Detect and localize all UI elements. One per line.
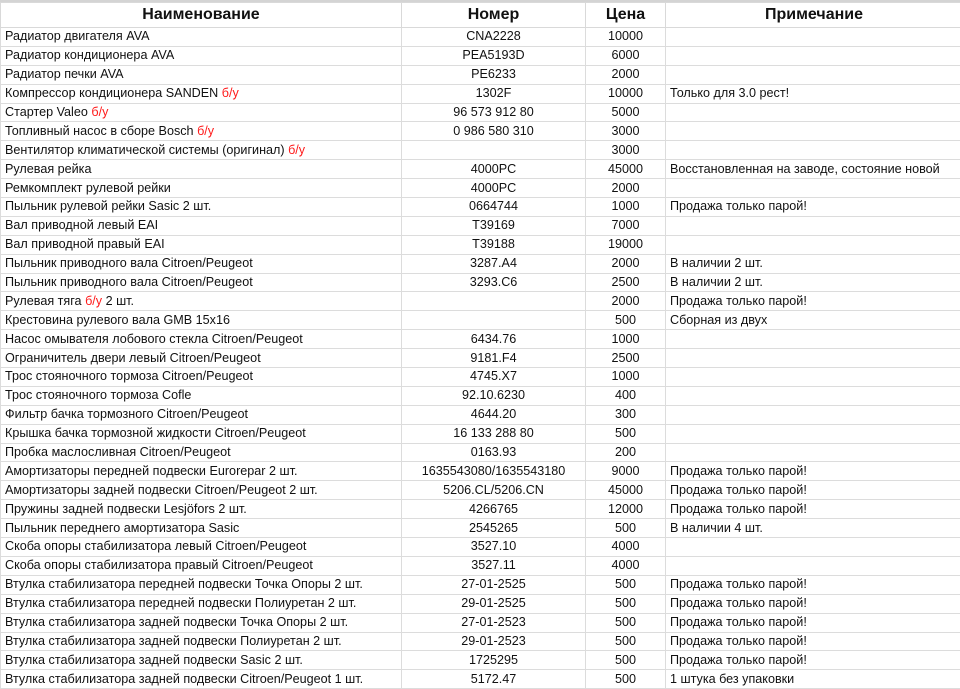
item-name: Крышка бачка тормозной жидкости Citroen/Peugeot [5,426,306,440]
cell-name[interactable] [1,46,402,65]
cell-number[interactable]: 6434.76 [402,330,586,349]
item-name: Втулка стабилизатора задней подвески Citroen/Peugeot 1 шт. [5,672,363,686]
item-name: Вал приводной правый EAI [5,237,165,251]
cell-name[interactable] [1,141,402,160]
table-row [1,235,960,254]
item-name: Амортизаторы передней подвески Eurorepar 2 шт. [5,464,297,478]
cell-name[interactable] [1,386,402,405]
cell-number[interactable]: 5172.47 [402,670,586,689]
cell-name[interactable] [1,575,402,594]
cell-note[interactable]: В наличии 4 шт. [666,519,960,538]
cell-note[interactable] [666,443,960,462]
item-name: Втулка стабилизатора задней подвески Полиуретан 2 шт. [5,634,342,648]
cell-note[interactable]: Продажа только парой! [666,594,960,613]
table-row [1,65,960,84]
cell-name[interactable] [1,84,402,103]
table-row [1,103,960,122]
header-note[interactable]: Примечание [666,3,960,28]
cell-number[interactable]: 92.10.6230 [402,386,586,405]
cell-note[interactable] [666,103,960,122]
cell-price[interactable]: 2000 [586,179,666,198]
cell-note[interactable]: Продажа только парой! [666,651,960,670]
item-name: Пыльник переднего амортизатора Sasic [5,521,239,535]
cell-price[interactable]: 500 [586,311,666,330]
header-price[interactable]: Цена [586,3,666,28]
cell-note[interactable] [666,65,960,84]
cell-note[interactable]: Продажа только парой! [666,575,960,594]
price-table [0,2,960,689]
item-name: Компрессор кондиционера SANDEN [5,86,222,100]
item-name: Вентилятор климатической системы (оригинал) [5,143,288,157]
cell-note[interactable] [666,330,960,349]
item-name: Втулка стабилизатора задней подвески Sasic 2 шт. [5,653,303,667]
cell-price[interactable]: 2000 [586,65,666,84]
item-name: Насос омывателя лобового стекла Citroen/Peugeot [5,332,303,346]
cell-note[interactable]: В наличии 2 шт. [666,273,960,292]
table-row [1,386,960,405]
cell-number[interactable]: T39188 [402,235,586,254]
cell-name[interactable] [1,462,402,481]
header-number[interactable]: Номер [402,3,586,28]
item-name: Ограничитель двери левый Citroen/Peugeot [5,351,261,365]
item-name: Радиатор двигателя AVA [5,29,150,43]
item-name: Амортизаторы задней подвески Citroen/Peugeot 2 шт. [5,483,318,497]
cell-note[interactable] [666,538,960,557]
table-row [1,443,960,462]
item-name: Крестовина рулевого вала GMB 15x16 [5,313,230,327]
cell-price[interactable]: 1000 [586,198,666,217]
cell-note[interactable] [666,556,960,575]
used-marker: б/у [222,86,239,100]
item-name: Скоба опоры стабилизатора правый Citroen/Peugeot [5,558,313,572]
cell-name[interactable] [1,632,402,651]
cell-note[interactable]: Только для 3.0 рест! [666,84,960,103]
cell-name[interactable] [1,235,402,254]
cell-name[interactable] [1,556,402,575]
cell-note[interactable]: В наличии 2 шт. [666,254,960,273]
header-name[interactable]: Наименование [1,3,402,28]
cell-price[interactable]: 500 [586,613,666,632]
table-row [1,160,960,179]
cell-number[interactable]: 3293.C6 [402,273,586,292]
cell-note[interactable] [666,28,960,47]
cell-note[interactable]: Продажа только парой! [666,613,960,632]
cell-price[interactable]: 45000 [586,481,666,500]
table-row [1,311,960,330]
cell-number[interactable]: 1302F [402,84,586,103]
cell-price[interactable]: 4000 [586,556,666,575]
table-row [1,538,960,557]
table-row [1,273,960,292]
cell-name[interactable] [1,424,402,443]
table-row [1,46,960,65]
item-name: Пыльник приводного вала Citroen/Peugeot [5,275,253,289]
table-row [1,349,960,368]
cell-number[interactable]: 16 133 288 80 [402,424,586,443]
item-name: Радиатор печки AVA [5,67,124,81]
cell-note[interactable]: Продажа только парой! [666,198,960,217]
cell-number[interactable]: 4644.20 [402,405,586,424]
cell-name[interactable] [1,405,402,424]
item-name: Пыльник рулевой рейки Sasic 2 шт. [5,199,211,213]
cell-price[interactable]: 10000 [586,84,666,103]
cell-number[interactable]: 0 986 580 310 [402,122,586,141]
cell-name[interactable] [1,160,402,179]
table-row [1,84,960,103]
cell-price[interactable]: 45000 [586,160,666,179]
cell-name[interactable] [1,292,402,311]
cell-name[interactable] [1,443,402,462]
cell-price[interactable]: 2000 [586,254,666,273]
item-name: Рулевая тяга [5,294,85,308]
item-name: Фильтр бачка тормозного Citroen/Peugeot [5,407,248,421]
item-name: Втулка стабилизатора передней подвески Точка Опоры 2 шт. [5,577,363,591]
cell-price[interactable]: 500 [586,670,666,689]
cell-note[interactable]: Продажа только парой! [666,292,960,311]
cell-number[interactable]: CNA2228 [402,28,586,47]
table-row [1,575,960,594]
cell-price[interactable]: 500 [586,632,666,651]
cell-note[interactable] [666,368,960,387]
item-name: Трос стояночного тормоза Citroen/Peugeot [5,369,253,383]
cell-price[interactable]: 5000 [586,103,666,122]
table-row [1,216,960,235]
cell-name[interactable] [1,65,402,84]
table-row [1,198,960,217]
cell-price[interactable]: 200 [586,443,666,462]
item-name: Втулка стабилизатора передней подвески Полиуретан 2 шт. [5,596,356,610]
table-row [1,292,960,311]
table-row [1,28,960,47]
cell-price[interactable]: 2500 [586,349,666,368]
cell-price[interactable]: 9000 [586,462,666,481]
cell-note[interactable]: Продажа только парой! [666,481,960,500]
item-name: Пружины задней подвески Lesjöfors 2 шт. [5,502,247,516]
cell-price[interactable]: 500 [586,424,666,443]
cell-note[interactable] [666,235,960,254]
cell-note[interactable]: Сборная из двух [666,311,960,330]
cell-number[interactable]: 27-01-2525 [402,575,586,594]
cell-price[interactable]: 3000 [586,122,666,141]
item-name-suffix: 2 шт. [102,294,134,308]
cell-price[interactable]: 6000 [586,46,666,65]
cell-number[interactable]: 5206.CL/5206.CN [402,481,586,500]
cell-number[interactable]: 0664744 [402,198,586,217]
item-name: Ремкомплект рулевой рейки [5,181,171,195]
cell-price[interactable]: 7000 [586,216,666,235]
cell-number[interactable]: 96 573 912 80 [402,103,586,122]
cell-number[interactable]: 1725295 [402,651,586,670]
item-name: Втулка стабилизатора задней подвески Точка Опоры 2 шт. [5,615,348,629]
cell-number[interactable]: 27-01-2523 [402,613,586,632]
table-row [1,556,960,575]
cell-number[interactable] [402,292,586,311]
cell-number[interactable]: 4745.X7 [402,368,586,387]
table-row [1,632,960,651]
used-marker: б/у [85,294,102,308]
cell-name[interactable] [1,198,402,217]
cell-price[interactable]: 500 [586,575,666,594]
cell-note[interactable] [666,122,960,141]
cell-name[interactable] [1,311,402,330]
item-name: Стартер Valeo [5,105,91,119]
cell-note[interactable] [666,216,960,235]
table-row [1,254,960,273]
cell-note[interactable] [666,405,960,424]
cell-number[interactable]: 4266765 [402,500,586,519]
cell-name[interactable] [1,179,402,198]
cell-note[interactable] [666,46,960,65]
cell-number[interactable]: PEA5193D [402,46,586,65]
cell-price[interactable]: 1000 [586,330,666,349]
cell-number[interactable]: 9181.F4 [402,349,586,368]
cell-price[interactable]: 19000 [586,235,666,254]
item-name: Трос стояночного тормоза Cofle [5,388,191,402]
table-row [1,651,960,670]
cell-note[interactable]: 1 штука без упаковки [666,670,960,689]
cell-price[interactable]: 1000 [586,368,666,387]
cell-number[interactable]: 4000PC [402,179,586,198]
table-row [1,405,960,424]
cell-name[interactable] [1,613,402,632]
cell-name[interactable] [1,594,402,613]
cell-name[interactable] [1,519,402,538]
header-row [1,3,960,28]
table-row [1,179,960,198]
cell-note[interactable] [666,179,960,198]
cell-price[interactable]: 4000 [586,538,666,557]
cell-name[interactable] [1,122,402,141]
cell-name[interactable] [1,28,402,47]
cell-number[interactable]: 4000PC [402,160,586,179]
cell-number[interactable] [402,141,586,160]
cell-name[interactable] [1,273,402,292]
table-row [1,122,960,141]
used-marker: б/у [91,105,108,119]
cell-name[interactable] [1,651,402,670]
cell-note[interactable]: Восстановленная на заводе, состояние новой [666,160,960,179]
table-row [1,424,960,443]
cell-number[interactable]: 0163.93 [402,443,586,462]
cell-price[interactable]: 400 [586,386,666,405]
item-name: Пробка маслосливная Citroen/Peugeot [5,445,231,459]
table-row [1,519,960,538]
table-row [1,613,960,632]
cell-name[interactable] [1,500,402,519]
cell-name[interactable] [1,349,402,368]
cell-name[interactable] [1,538,402,557]
cell-number[interactable] [402,311,586,330]
cell-number[interactable]: 29-01-2523 [402,632,586,651]
cell-number[interactable]: PE6233 [402,65,586,84]
cell-note[interactable]: Продажа только парой! [666,462,960,481]
item-name: Топливный насос в сборе Bosch [5,124,197,138]
table-row [1,330,960,349]
table-row [1,500,960,519]
cell-note[interactable]: Продажа только парой! [666,632,960,651]
used-marker: б/у [288,143,305,157]
item-name: Рулевая рейка [5,162,91,176]
cell-price[interactable]: 500 [586,519,666,538]
cell-number[interactable]: 2545265 [402,519,586,538]
cell-number[interactable]: 3527.11 [402,556,586,575]
cell-price[interactable]: 10000 [586,28,666,47]
table-row [1,368,960,387]
cell-note[interactable] [666,386,960,405]
cell-name[interactable] [1,481,402,500]
item-name: Пыльник приводного вала Citroen/Peugeot [5,256,253,270]
table-row [1,481,960,500]
item-name: Вал приводной левый EAI [5,218,158,232]
cell-name[interactable] [1,330,402,349]
cell-note[interactable] [666,141,960,160]
cell-note[interactable]: Продажа только парой! [666,500,960,519]
used-marker: б/у [197,124,214,138]
cell-name[interactable] [1,103,402,122]
cell-price[interactable]: 2000 [586,292,666,311]
cell-price[interactable]: 500 [586,594,666,613]
cell-note[interactable] [666,349,960,368]
table-row [1,462,960,481]
cell-name[interactable] [1,368,402,387]
cell-number[interactable]: 3527.10 [402,538,586,557]
cell-price[interactable]: 300 [586,405,666,424]
cell-number[interactable]: T39169 [402,216,586,235]
cell-note[interactable] [666,424,960,443]
table-row [1,594,960,613]
cell-number[interactable]: 29-01-2525 [402,594,586,613]
cell-name[interactable] [1,216,402,235]
cell-price[interactable]: 500 [586,651,666,670]
cell-price[interactable]: 2500 [586,273,666,292]
cell-price[interactable]: 3000 [586,141,666,160]
table-row [1,141,960,160]
item-name: Радиатор кондиционера AVA [5,48,174,62]
cell-number[interactable]: 1635543080/1635543180 [402,462,586,481]
cell-name[interactable] [1,254,402,273]
item-name: Скоба опоры стабилизатора левый Citroen/Peugeot [5,539,306,553]
cell-number[interactable]: 3287.A4 [402,254,586,273]
cell-price[interactable]: 12000 [586,500,666,519]
